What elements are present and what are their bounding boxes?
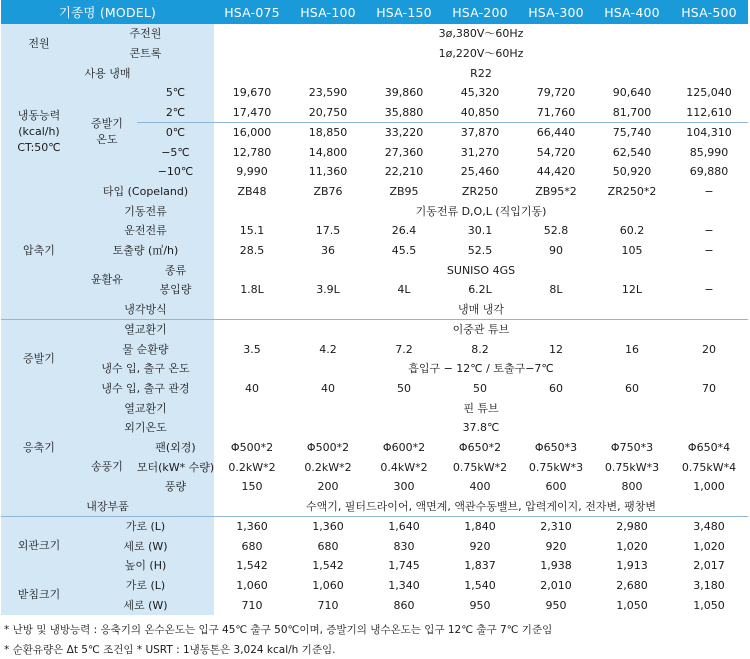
- model-column-header: HSA-400: [594, 0, 670, 24]
- value-cell: 2,010: [518, 576, 594, 596]
- value-cell: 112,610: [670, 103, 748, 123]
- row-label-tm5: −5℃: [137, 142, 214, 162]
- spec-table: [1, 0, 748, 612]
- value-cell: Φ500*2: [214, 438, 290, 458]
- value-cell: 1,542: [290, 556, 366, 576]
- value-cell: 1.8L: [214, 280, 290, 300]
- value-cell: 3.9L: [290, 280, 366, 300]
- section-base-size: 받침크기: [1, 576, 77, 615]
- value-cell: 680: [214, 536, 290, 556]
- value-cell: 40,850: [442, 103, 518, 123]
- row-label-ext_d: 세로 (W): [77, 536, 214, 556]
- row-label-t0: 0℃: [137, 123, 214, 143]
- value-cell: 300: [366, 477, 442, 497]
- value-cell: 17.5: [290, 221, 366, 241]
- value-cell: 0.75kW*3: [518, 457, 594, 477]
- row-label-ext_w: 가로 (L): [77, 517, 214, 537]
- value-cell: 1,000: [670, 477, 748, 497]
- model-header-label: 기종명 (MODEL): [1, 0, 214, 24]
- value-cell: 1,837: [442, 556, 518, 576]
- value-cell: 4.2: [290, 339, 366, 359]
- value-cell: 1,360: [214, 517, 290, 537]
- row-value-refrigerant: R22: [214, 63, 748, 83]
- row-label-cooling_method: 냉각방식: [77, 300, 214, 320]
- value-cell: 3,480: [670, 517, 748, 537]
- value-cell: 60: [594, 379, 670, 399]
- value-cell: 680: [290, 536, 366, 556]
- row-value-cond_hx: 핀 튜브: [214, 398, 748, 418]
- value-cell: −: [670, 221, 748, 241]
- model-column-header: HSA-100: [290, 0, 366, 24]
- value-cell: 50: [442, 379, 518, 399]
- value-cell: 950: [442, 595, 518, 615]
- value-cell: 16,000: [214, 123, 290, 143]
- value-cell: 1,540: [442, 576, 518, 596]
- value-cell: 860: [366, 595, 442, 615]
- value-cell: 1,060: [290, 576, 366, 596]
- row-label-parts: 내장부품: [1, 497, 214, 517]
- row-label-ambient: 외기온도: [77, 418, 214, 438]
- value-cell: 1,050: [670, 595, 748, 615]
- value-cell: 0.75kW*2: [442, 457, 518, 477]
- value-cell: −: [670, 241, 748, 261]
- value-cell: 1,640: [366, 517, 442, 537]
- value-cell: 45.5: [366, 241, 442, 261]
- row-value-cooling_method: 냉매 냉각: [214, 300, 748, 320]
- section-condenser: 응축기: [1, 398, 77, 497]
- section-power: 전원: [1, 24, 77, 63]
- value-cell: Φ500*2: [290, 438, 366, 458]
- row-label-main_power: 주전원: [77, 24, 214, 44]
- value-cell: 830: [366, 536, 442, 556]
- row-label-oil_type: 종류: [137, 260, 214, 280]
- section-compressor: 압축기: [1, 182, 77, 320]
- row-value-water_temp: 흡입구 − 12℃ / 토출구−7℃: [214, 359, 748, 379]
- value-cell: 44,420: [518, 162, 594, 182]
- value-cell: 50: [366, 379, 442, 399]
- row-label-tm10: −10℃: [137, 162, 214, 182]
- value-cell: 69,880: [670, 162, 748, 182]
- value-cell: 31,270: [442, 142, 518, 162]
- value-cell: ZR250*2: [594, 182, 670, 202]
- row-label-cond_hx: 열교환기: [77, 398, 214, 418]
- row-label-control: 콘트록: [77, 44, 214, 64]
- value-cell: 20: [670, 339, 748, 359]
- value-cell: 950: [518, 595, 594, 615]
- value-cell: 33,220: [366, 123, 442, 143]
- value-cell: 3.5: [214, 339, 290, 359]
- value-cell: 4L: [366, 280, 442, 300]
- model-column-header: HSA-500: [670, 0, 748, 24]
- row-label-motor: 모터(kW* 수량): [137, 457, 214, 477]
- value-cell: 12,780: [214, 142, 290, 162]
- row-label-oil_charge: 봉입량: [137, 280, 214, 300]
- value-cell: 400: [442, 477, 518, 497]
- value-cell: 66,440: [518, 123, 594, 143]
- subgroup-lubricant: 윤활유: [77, 260, 137, 299]
- model-column-header: HSA-200: [442, 0, 518, 24]
- value-cell: 60: [518, 379, 594, 399]
- row-label-refrigerant: 사용 냉매: [1, 63, 214, 83]
- value-cell: 20,750: [290, 103, 366, 123]
- row-label-run_current: 운전전류: [77, 221, 214, 241]
- value-cell: 40: [214, 379, 290, 399]
- footnote-flow: * 순환유량은 Δt 5℃ 조건임 * USRT : 1냉동톤은 3,024 kcal/h 기준임.: [4, 644, 336, 656]
- value-cell: 800: [594, 477, 670, 497]
- value-cell: 81,700: [594, 103, 670, 123]
- row-label-base_d: 세로 (W): [77, 595, 214, 615]
- value-cell: 75,740: [594, 123, 670, 143]
- value-cell: 8.2: [442, 339, 518, 359]
- subgroup-blower: 송풍기: [77, 438, 137, 497]
- value-cell: 16: [594, 339, 670, 359]
- row-label-water_pipe: 냉수 입, 출구 관경: [77, 379, 214, 399]
- value-cell: 30.1: [442, 221, 518, 241]
- value-cell: 26.4: [366, 221, 442, 241]
- value-cell: 25,460: [442, 162, 518, 182]
- value-cell: 17,470: [214, 103, 290, 123]
- row-value-main_power: 3ø,380V～60Hz: [214, 24, 748, 44]
- value-cell: 200: [290, 477, 366, 497]
- value-cell: 2,980: [594, 517, 670, 537]
- value-cell: Φ600*2: [366, 438, 442, 458]
- section-external-size: 외관크기: [1, 517, 77, 576]
- value-cell: ZR250: [442, 182, 518, 202]
- row-value-start_current: 기동전류 D,O,L (직입기동): [214, 201, 748, 221]
- row-label-water_temp: 냉수 입, 출구 온도: [77, 359, 214, 379]
- value-cell: 1,938: [518, 556, 594, 576]
- row-label-comp_type: 타입 (Copeland): [77, 182, 214, 202]
- row-value-ambient: 37.8℃: [214, 418, 748, 438]
- value-cell: 23,590: [290, 83, 366, 103]
- value-cell: 7.2: [366, 339, 442, 359]
- value-cell: 3,180: [670, 576, 748, 596]
- value-cell: 1,745: [366, 556, 442, 576]
- value-cell: 39,860: [366, 83, 442, 103]
- model-column-header: HSA-300: [518, 0, 594, 24]
- row-label-start_current: 기동전류: [77, 201, 214, 221]
- value-cell: 37,870: [442, 123, 518, 143]
- value-cell: 11,360: [290, 162, 366, 182]
- value-cell: 920: [518, 536, 594, 556]
- value-cell: 710: [214, 595, 290, 615]
- value-cell: 79,720: [518, 83, 594, 103]
- value-cell: 920: [442, 536, 518, 556]
- row-label-t5: 5℃: [137, 83, 214, 103]
- value-cell: 62,540: [594, 142, 670, 162]
- value-cell: 1,060: [214, 576, 290, 596]
- value-cell: 8L: [518, 280, 594, 300]
- value-cell: 0.4kW*2: [366, 457, 442, 477]
- value-cell: 1,840: [442, 517, 518, 537]
- value-cell: 0.75kW*4: [670, 457, 748, 477]
- value-cell: 2,310: [518, 517, 594, 537]
- value-cell: 22,210: [366, 162, 442, 182]
- row-value-evap_hx: 이중관 튜브: [214, 320, 748, 340]
- value-cell: 710: [290, 595, 366, 615]
- section-evaporator: 증발기: [1, 320, 77, 399]
- value-cell: 1,020: [594, 536, 670, 556]
- value-cell: 1,913: [594, 556, 670, 576]
- subgroup-evaporator-temperature: 증발기 온도: [77, 83, 137, 182]
- value-cell: 2,017: [670, 556, 748, 576]
- row-value-oil_type: SUNISO 4GS: [214, 260, 748, 280]
- value-cell: 0.2kW*2: [214, 457, 290, 477]
- value-cell: 104,310: [670, 123, 748, 143]
- value-cell: 50,920: [594, 162, 670, 182]
- row-label-base_w: 가로 (L): [77, 576, 214, 596]
- value-cell: Φ650*2: [442, 438, 518, 458]
- value-cell: 9,990: [214, 162, 290, 182]
- value-cell: 12L: [594, 280, 670, 300]
- row-value-control: 1ø,220V～60Hz: [214, 44, 748, 64]
- value-cell: 6.2L: [442, 280, 518, 300]
- value-cell: ZB76: [290, 182, 366, 202]
- value-cell: 18,850: [290, 123, 366, 143]
- value-cell: ZB95*2: [518, 182, 594, 202]
- value-cell: 52.5: [442, 241, 518, 261]
- value-cell: 12: [518, 339, 594, 359]
- value-cell: 90,640: [594, 83, 670, 103]
- model-column-header: HSA-150: [366, 0, 442, 24]
- value-cell: 0.75kW*3: [594, 457, 670, 477]
- value-cell: 40: [290, 379, 366, 399]
- value-cell: 1,050: [594, 595, 670, 615]
- value-cell: 90: [518, 241, 594, 261]
- row-label-displacement: 토출량 (㎥/h): [77, 241, 214, 261]
- value-cell: 105: [594, 241, 670, 261]
- model-column-header: HSA-075: [214, 0, 290, 24]
- row-label-t2: 2℃: [137, 103, 214, 123]
- value-cell: 15.1: [214, 221, 290, 241]
- value-cell: 1,340: [366, 576, 442, 596]
- value-cell: Φ650*4: [670, 438, 748, 458]
- value-cell: ZB48: [214, 182, 290, 202]
- row-label-evap_hx: 열교환기: [77, 320, 214, 340]
- value-cell: 54,720: [518, 142, 594, 162]
- value-cell: Φ750*3: [594, 438, 670, 458]
- value-cell: 2,680: [594, 576, 670, 596]
- value-cell: 1,360: [290, 517, 366, 537]
- value-cell: 35,880: [366, 103, 442, 123]
- value-cell: 27,360: [366, 142, 442, 162]
- value-cell: 125,040: [670, 83, 748, 103]
- value-cell: 0.2kW*2: [290, 457, 366, 477]
- section-cooling-capacity: 냉동능력 (kcal/h) CT:50℃: [1, 83, 77, 182]
- value-cell: 28.5: [214, 241, 290, 261]
- value-cell: −: [670, 280, 748, 300]
- value-cell: 19,670: [214, 83, 290, 103]
- value-cell: 60.2: [594, 221, 670, 241]
- value-cell: 45,320: [442, 83, 518, 103]
- value-cell: 71,760: [518, 103, 594, 123]
- row-label-water_flow: 물 순환량: [77, 339, 214, 359]
- row-label-ext_h: 높이 (H): [77, 556, 214, 576]
- value-cell: 52.8: [518, 221, 594, 241]
- value-cell: 36: [290, 241, 366, 261]
- value-cell: 85,990: [670, 142, 748, 162]
- value-cell: 70: [670, 379, 748, 399]
- row-value-parts: 수액기, 필터드라이어, 액면계, 액관수동밸브, 압력게이지, 전자변, 팽창변: [214, 497, 748, 517]
- value-cell: 1,542: [214, 556, 290, 576]
- value-cell: 14,800: [290, 142, 366, 162]
- row-label-airflow: 풍량: [137, 477, 214, 497]
- value-cell: 150: [214, 477, 290, 497]
- value-cell: 600: [518, 477, 594, 497]
- value-cell: 1,020: [670, 536, 748, 556]
- value-cell: ZB95: [366, 182, 442, 202]
- row-label-fan: 팬(외경): [137, 438, 214, 458]
- value-cell: −: [670, 182, 748, 202]
- value-cell: Φ650*3: [518, 438, 594, 458]
- footnote-capacity: * 난방 및 냉방능력 : 응축기의 온수온도는 입구 45℃ 출구 50℃이며, 증발기의 냉수온도는 입구 12℃ 출구 7℃ 기준임: [4, 624, 553, 636]
